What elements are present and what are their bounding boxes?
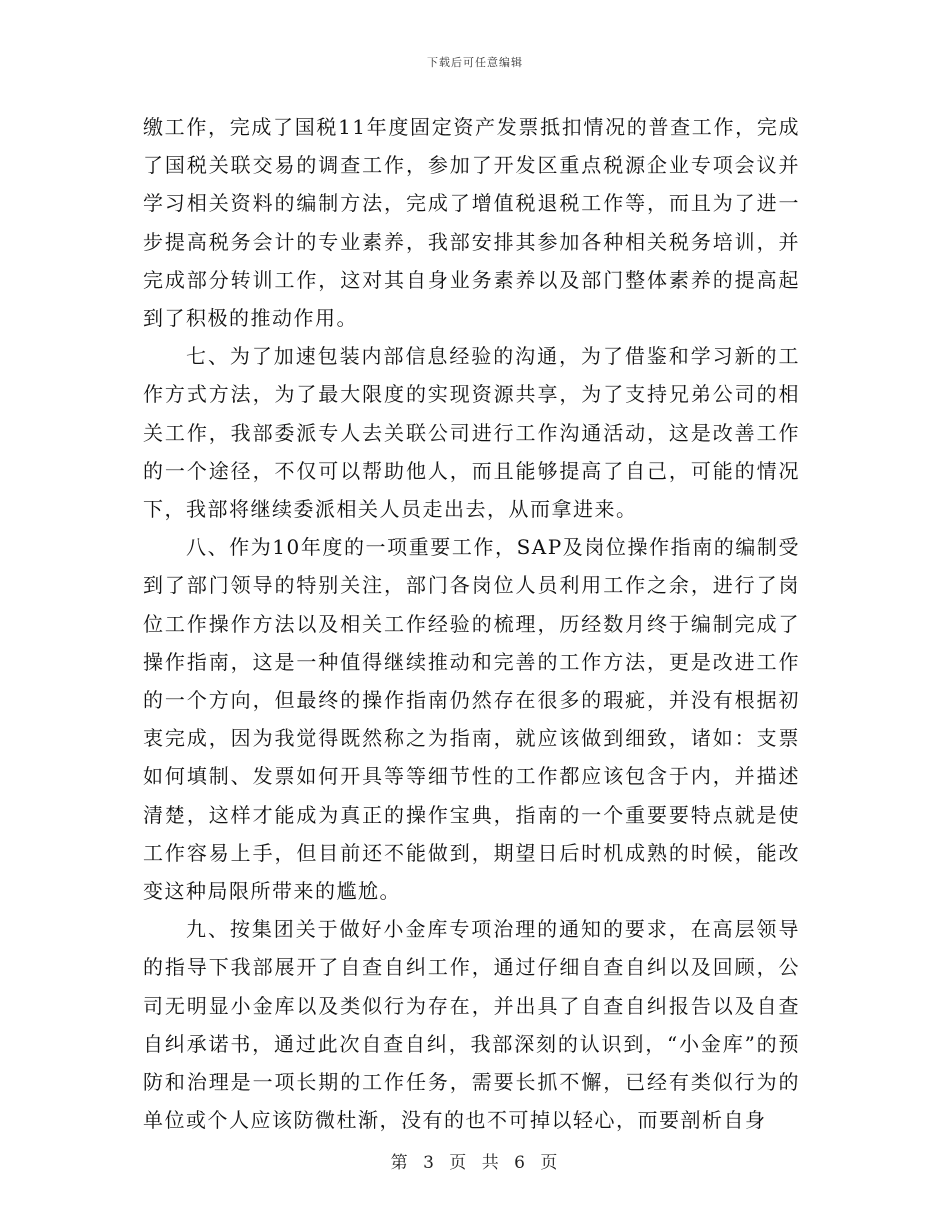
document-body bbox=[143, 108, 800, 1139]
page-header: 下载后可任意编辑 bbox=[427, 56, 523, 69]
paragraph-continuation: 缴工作，完成了国税11年度固定资产发票抵扣情况的普查工作，完成了国税关联交易的调查工作，参加了开发区重点税源企业专项会议并学习相关资料的编制方法，完成了增值税退税工作等，而且为了进一步提高税务会计的专业素养，我部安排其参加各种相关税务培训，并完成部分转训工作，这对其自身业务素养以及部门整体素养的提高起到了积极的推动作用。 bbox=[143, 115, 800, 331]
paragraph-nine: 九、按集团关于做好小金库专项治理的通知的要求，在高层领导的指导下我部展开了自查自纠工作，通过仔细自查自纠以及回顾，公司无明显小金库以及类似行为存在，并出具了自查自纠报告以及自查自纠承诺书，通过此次自查自纠，我部深刻的认识到，“小金库”的预防和治理是一项长期的工作任务，需要长抓不懈，已经有类似行为的单位或个人应该防微杜渐，没有的也不可掉以轻心，而要剖析自身 bbox=[143, 917, 800, 1133]
paragraph-eight: 八、作为10年度的一项重要工作，SAP及岗位操作指南的编制受到了部门领导的特别关注，部门各岗位人员利用工作之余，进行了岗位工作操作方法以及相关工作经验的梳理，历经数月终于编制完成了操作指南，这是一种值得继续推动和完善的工作方法，更是改进工作的一个方向，但最终的操作指南仍然存在很多的瑕疵，并没有根据初衷完成，因为我觉得既然称之为指南，就应该做到细致，诸如：支票如何填制、发票如何开具等等细节性的工作都应该包含于内，并描述清楚，这样才能成为真正的操作宝典，指南的一个重要要特点就是使工作容易上手，但目前还不能做到，期望日后时机成熟的时候，能改变这种局限所带来的尴尬。 bbox=[143, 535, 800, 904]
paragraph-seven: 七、为了加速包装内部信息经验的沟通，为了借鉴和学习新的工作方式方法，为了最大限度的实现资源共享，为了支持兄弟公司的相关工作，我部委派专人去关联公司进行工作沟通活动，这是改善工作的一个途径，不仅可以帮助他人，而且能够提高了自己，可能的情况下，我部将继续委派相关人员走出去，从而拿进来。 bbox=[143, 344, 800, 522]
page-number-footer: 第 3 页 共 6 页 bbox=[390, 1153, 560, 1173]
